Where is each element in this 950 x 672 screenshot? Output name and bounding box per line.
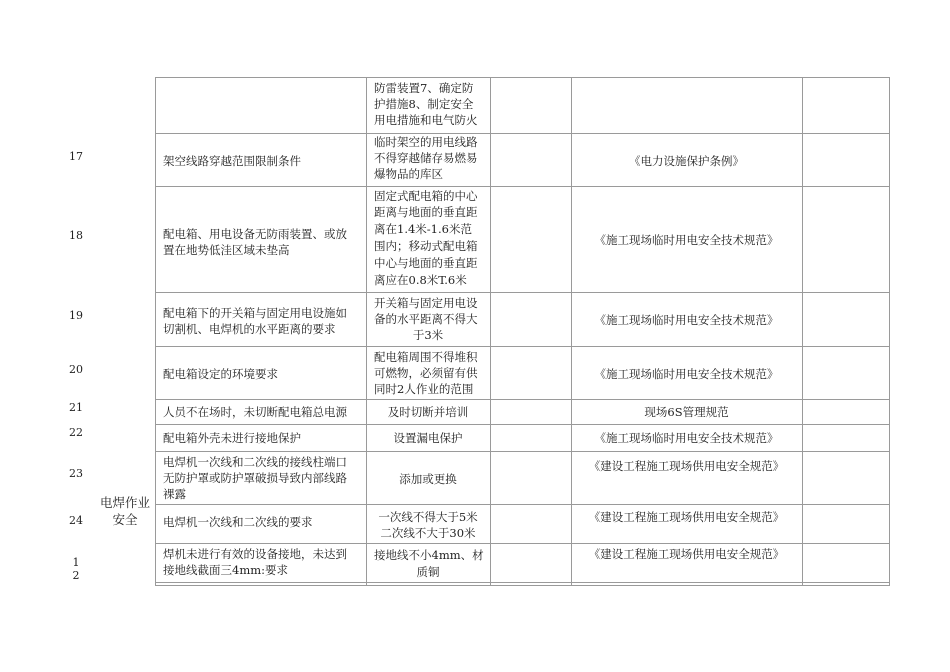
requirement-line: 于3米 — [412, 328, 444, 342]
standard-text: 现场6S管理规范 — [644, 405, 729, 419]
requirement-line: 备的水平距离不得大 — [374, 312, 478, 326]
hazard-text: 无防护罩或防护罩破损导致内部线路 — [163, 471, 347, 485]
requirement-line: 护措施8、制定安全 — [374, 97, 474, 111]
row-divider — [155, 451, 889, 452]
category-label: 电焊作业 — [99, 495, 150, 510]
hazard-text: 配电箱、用电设备无防雨装置、或放 — [163, 227, 347, 241]
standard-text: 《建设工程施工现场供用电安全规范》 — [588, 547, 785, 561]
requirement-line: 距离与地面的垂直距 — [374, 205, 478, 219]
column-divider — [490, 77, 491, 586]
row-number: 23 — [69, 467, 83, 480]
requirement-line: 离应在0.8米T.6米 — [374, 273, 467, 287]
row-divider — [155, 543, 889, 544]
hazard-text: 裸露 — [163, 487, 186, 501]
requirement-line: 配电箱周围不得堆积 — [374, 350, 478, 364]
table-border-bottom — [155, 582, 889, 583]
hazard-text: 架空线路穿越范围限制条件 — [163, 154, 301, 168]
hazard-text: 配电箱下的开关箱与固定用电设施如 — [163, 306, 347, 320]
hazard-text: 配电箱设定的环境要求 — [163, 367, 278, 381]
requirement-line: 爆物品的库区 — [374, 167, 443, 181]
row-number: 20 — [69, 363, 83, 376]
row-number: 2 — [72, 569, 80, 582]
standard-text: 《施工现场临时用电安全技术规范》 — [594, 313, 779, 327]
row-number: 24 — [69, 514, 83, 527]
hazard-text: 配电箱外壳未进行接地保护 — [163, 431, 301, 445]
row-divider — [155, 292, 889, 293]
requirement-line: 同时2人作业的范围 — [374, 382, 474, 396]
hazard-text: 接地线截面三4mm:要求 — [163, 563, 288, 577]
requirement-line: 二次线不大于30米 — [380, 526, 476, 540]
requirement-line: 临时架空的用电线路 — [374, 135, 478, 149]
standard-text: 《建设工程施工现场供用电安全规范》 — [588, 510, 785, 524]
hazard-text: 电焊机一次线和二次线的接线柱端口 — [163, 455, 347, 469]
table-border-top — [155, 77, 889, 78]
requirement-line: 接地线不小4mm、材 — [374, 548, 484, 562]
requirement-line: 离在1.4米-1.6米范 — [374, 222, 472, 236]
requirement-line: 固定式配电箱的中心 — [374, 189, 478, 203]
row-number: 22 — [69, 426, 83, 439]
requirement-line: 围内；移动式配电箱 — [374, 239, 478, 253]
hazard-text: 置在地势低洼区域未垫高 — [163, 243, 290, 257]
requirement-line: 及时切断并培训 — [387, 405, 469, 419]
table-border-left — [155, 77, 156, 586]
standard-text: 《施工现场临时用电安全技术规范》 — [594, 367, 779, 381]
category-label: 安全 — [112, 512, 138, 527]
hazard-text: 焊机未进行有效的设备接地，未达到 — [163, 547, 347, 561]
table-border-right — [889, 77, 890, 586]
standard-text: 《施工现场临时用电安全技术规范》 — [594, 233, 779, 247]
standard-text: 《电力设施保护条例》 — [629, 154, 744, 168]
row-number: 18 — [69, 229, 83, 242]
row-number: 1 — [72, 556, 80, 569]
column-divider — [802, 77, 803, 586]
requirement-line: 一次线不得大于5米 — [378, 510, 478, 524]
hazard-text: 电焊机一次线和二次线的要求 — [163, 515, 313, 529]
requirement-line: 可燃物，必须留有供 — [374, 366, 478, 380]
row-divider — [155, 399, 889, 400]
requirement-line: 质铜 — [416, 565, 440, 579]
standard-text: 《施工现场临时用电安全技术规范》 — [594, 431, 779, 445]
requirement-line: 开关箱与固定用电设 — [374, 296, 478, 310]
hazard-text: 切割机、电焊机的水平距离的要求 — [163, 322, 336, 336]
row-divider — [155, 346, 889, 347]
row-divider — [155, 424, 889, 425]
row-divider — [155, 186, 889, 187]
requirement-line: 设置漏电保护 — [393, 431, 463, 445]
row-number: 21 — [69, 401, 83, 414]
hazard-text: 人员不在场时，未切断配电箱总电源 — [163, 405, 347, 419]
requirement-line: 用电措施和电气防火 — [374, 113, 478, 127]
row-divider — [155, 133, 889, 134]
row-number: 19 — [69, 309, 83, 322]
requirement-line: 不得穿越储存易燃易 — [374, 151, 478, 165]
requirement-line: 防雷装置7、确定防 — [374, 81, 474, 95]
requirement-line: 中心与地面的垂直距 — [374, 256, 478, 270]
requirement-line: 添加或更换 — [399, 472, 457, 486]
row-number: 17 — [69, 150, 83, 163]
row-divider — [155, 504, 889, 505]
table-border-bottom-double — [155, 585, 889, 586]
standard-text: 《建设工程施工现场供用电安全规范》 — [588, 459, 785, 473]
